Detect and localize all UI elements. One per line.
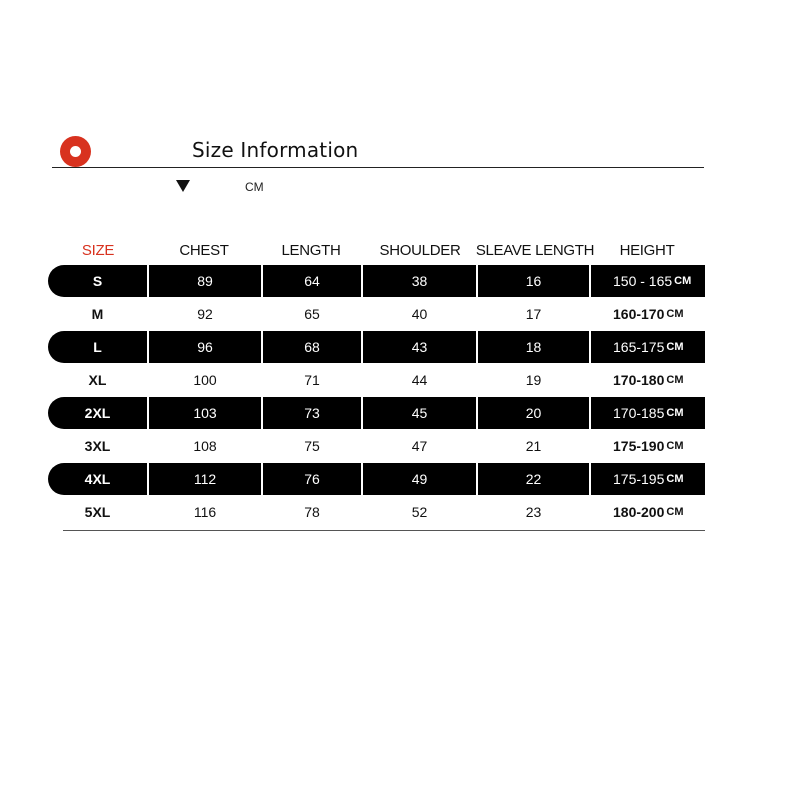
cell-size [48, 298, 147, 330]
height-unit-label: CM [666, 506, 684, 518]
cell-chest [149, 265, 261, 297]
cell-shoulder [363, 265, 476, 297]
cell-shoulder-value: 40 [411, 306, 428, 322]
table-row [0, 430, 800, 462]
cell-shoulder [363, 364, 476, 396]
table-row [0, 331, 800, 363]
table-row [0, 265, 800, 297]
cell-length [263, 463, 361, 495]
height-unit-label: CM [674, 275, 692, 287]
column-header-chest: CHEST [179, 242, 229, 259]
cell-height [591, 430, 705, 462]
table-row [0, 364, 800, 396]
cell-shoulder-value: 38 [411, 273, 428, 289]
cell-sleeve-length [478, 298, 589, 330]
cell-size [48, 430, 147, 462]
cell-sleeve-length-value: 19 [525, 372, 542, 388]
cell-sleeve-length-value: 22 [525, 471, 542, 487]
cell-sleeve-length-value: 16 [525, 273, 542, 289]
cell-shoulder [363, 463, 476, 495]
cell-size [48, 364, 147, 396]
cell-height-value: 150 - 165 [613, 273, 673, 289]
height-unit-label: CM [666, 440, 684, 452]
cell-sleeve-length [478, 364, 589, 396]
cell-sleeve-length-value: 23 [525, 504, 542, 520]
cell-chest-value: 96 [197, 339, 213, 355]
cell-size [48, 331, 147, 363]
cell-chest-value: 103 [193, 405, 217, 421]
cell-size [48, 496, 147, 528]
cell-size-value: 2XL [84, 405, 111, 421]
cell-shoulder-value: 47 [411, 438, 428, 454]
cell-chest-value: 112 [193, 471, 217, 487]
cell-chest [149, 463, 261, 495]
column-header-sleeve-length: SLEAVE LENGTH [475, 242, 595, 259]
cell-chest [149, 430, 261, 462]
cell-length [263, 331, 361, 363]
cell-chest-value: 108 [193, 438, 217, 454]
cell-chest [149, 298, 261, 330]
cell-size-value: 3XL [84, 438, 111, 454]
cell-sleeve-length [478, 496, 589, 528]
cell-height-value: 170-185 [613, 405, 665, 421]
cell-sleeve-length [478, 265, 589, 297]
cell-chest-value: 89 [197, 273, 213, 289]
cell-size-value: 5XL [84, 504, 111, 520]
cell-height-value: 160-170 [613, 306, 665, 322]
column-header-shoulder: SHOULDER [379, 242, 461, 259]
cell-height-value: 165-175 [613, 339, 665, 355]
height-unit-label: CM [666, 473, 684, 485]
cell-height [591, 298, 705, 330]
cell-chest [149, 364, 261, 396]
column-header-size: SIZE [81, 242, 115, 259]
height-unit-label: CM [666, 308, 684, 320]
cell-length [263, 265, 361, 297]
cell-length-value: 71 [304, 372, 320, 388]
cell-length [263, 298, 361, 330]
cell-size-value: XL [88, 372, 107, 388]
table-row [0, 298, 800, 330]
table-row [0, 463, 800, 495]
down-triangle-icon [176, 180, 190, 192]
cell-height-value: 170-180 [613, 372, 665, 388]
cell-size-value: L [93, 339, 102, 355]
cell-length [263, 496, 361, 528]
cell-chest-value: 92 [197, 306, 213, 322]
table-row [0, 397, 800, 429]
cell-height [591, 331, 705, 363]
cell-length-value: 65 [304, 306, 320, 322]
cell-sleeve-length [478, 331, 589, 363]
cell-sleeve-length [478, 463, 589, 495]
cell-shoulder [363, 298, 476, 330]
cell-size-value: 4XL [84, 471, 111, 487]
cell-length-value: 68 [304, 339, 320, 355]
cell-shoulder [363, 430, 476, 462]
cell-shoulder-value: 52 [411, 504, 428, 520]
cell-size-value: M [91, 306, 104, 322]
cell-sleeve-length [478, 397, 589, 429]
cell-length-value: 78 [304, 504, 320, 520]
cell-sleeve-length-value: 21 [525, 438, 542, 454]
column-header-length: LENGTH [281, 242, 341, 259]
cell-shoulder [363, 397, 476, 429]
cell-shoulder-value: 49 [411, 471, 428, 487]
page-title: Size Information [192, 138, 359, 162]
column-header-height: HEIGHT [619, 242, 675, 259]
cell-shoulder-value: 45 [411, 405, 428, 421]
cell-sleeve-length [478, 430, 589, 462]
cell-height [591, 463, 705, 495]
cell-length [263, 397, 361, 429]
title-divider [52, 167, 704, 168]
cell-shoulder-value: 43 [411, 339, 428, 355]
cell-shoulder [363, 496, 476, 528]
cell-height [591, 265, 705, 297]
cell-shoulder-value: 44 [411, 372, 428, 388]
cell-chest [149, 496, 261, 528]
cell-sleeve-length-value: 20 [525, 405, 542, 421]
cell-size [48, 397, 147, 429]
cell-height-value: 180-200 [613, 504, 665, 520]
cell-chest [149, 331, 261, 363]
cell-chest-value: 100 [193, 372, 217, 388]
height-unit-label: CM [666, 407, 684, 419]
table-row [0, 496, 800, 528]
cell-height [591, 364, 705, 396]
cell-sleeve-length-value: 17 [525, 306, 542, 322]
cell-shoulder [363, 331, 476, 363]
cell-chest [149, 397, 261, 429]
cell-sleeve-length-value: 18 [525, 339, 542, 355]
cell-size [48, 265, 147, 297]
cell-height [591, 397, 705, 429]
height-unit-label: CM [666, 374, 684, 386]
cell-size-value: S [92, 273, 103, 289]
cell-chest-value: 116 [193, 504, 217, 520]
height-unit-label: CM [666, 341, 684, 353]
cell-height [591, 496, 705, 528]
cell-length-value: 64 [304, 273, 320, 289]
cell-length [263, 364, 361, 396]
cell-length [263, 430, 361, 462]
cell-size [48, 463, 147, 495]
cell-length-value: 75 [304, 438, 320, 454]
cell-length-value: 76 [304, 471, 320, 487]
cell-height-value: 175-190 [613, 438, 665, 454]
unit-label: CM [245, 180, 264, 194]
cell-length-value: 73 [304, 405, 320, 421]
cell-height-value: 175-195 [613, 471, 665, 487]
table-bottom-divider [63, 530, 705, 531]
red-ring-logo-icon [60, 136, 91, 167]
